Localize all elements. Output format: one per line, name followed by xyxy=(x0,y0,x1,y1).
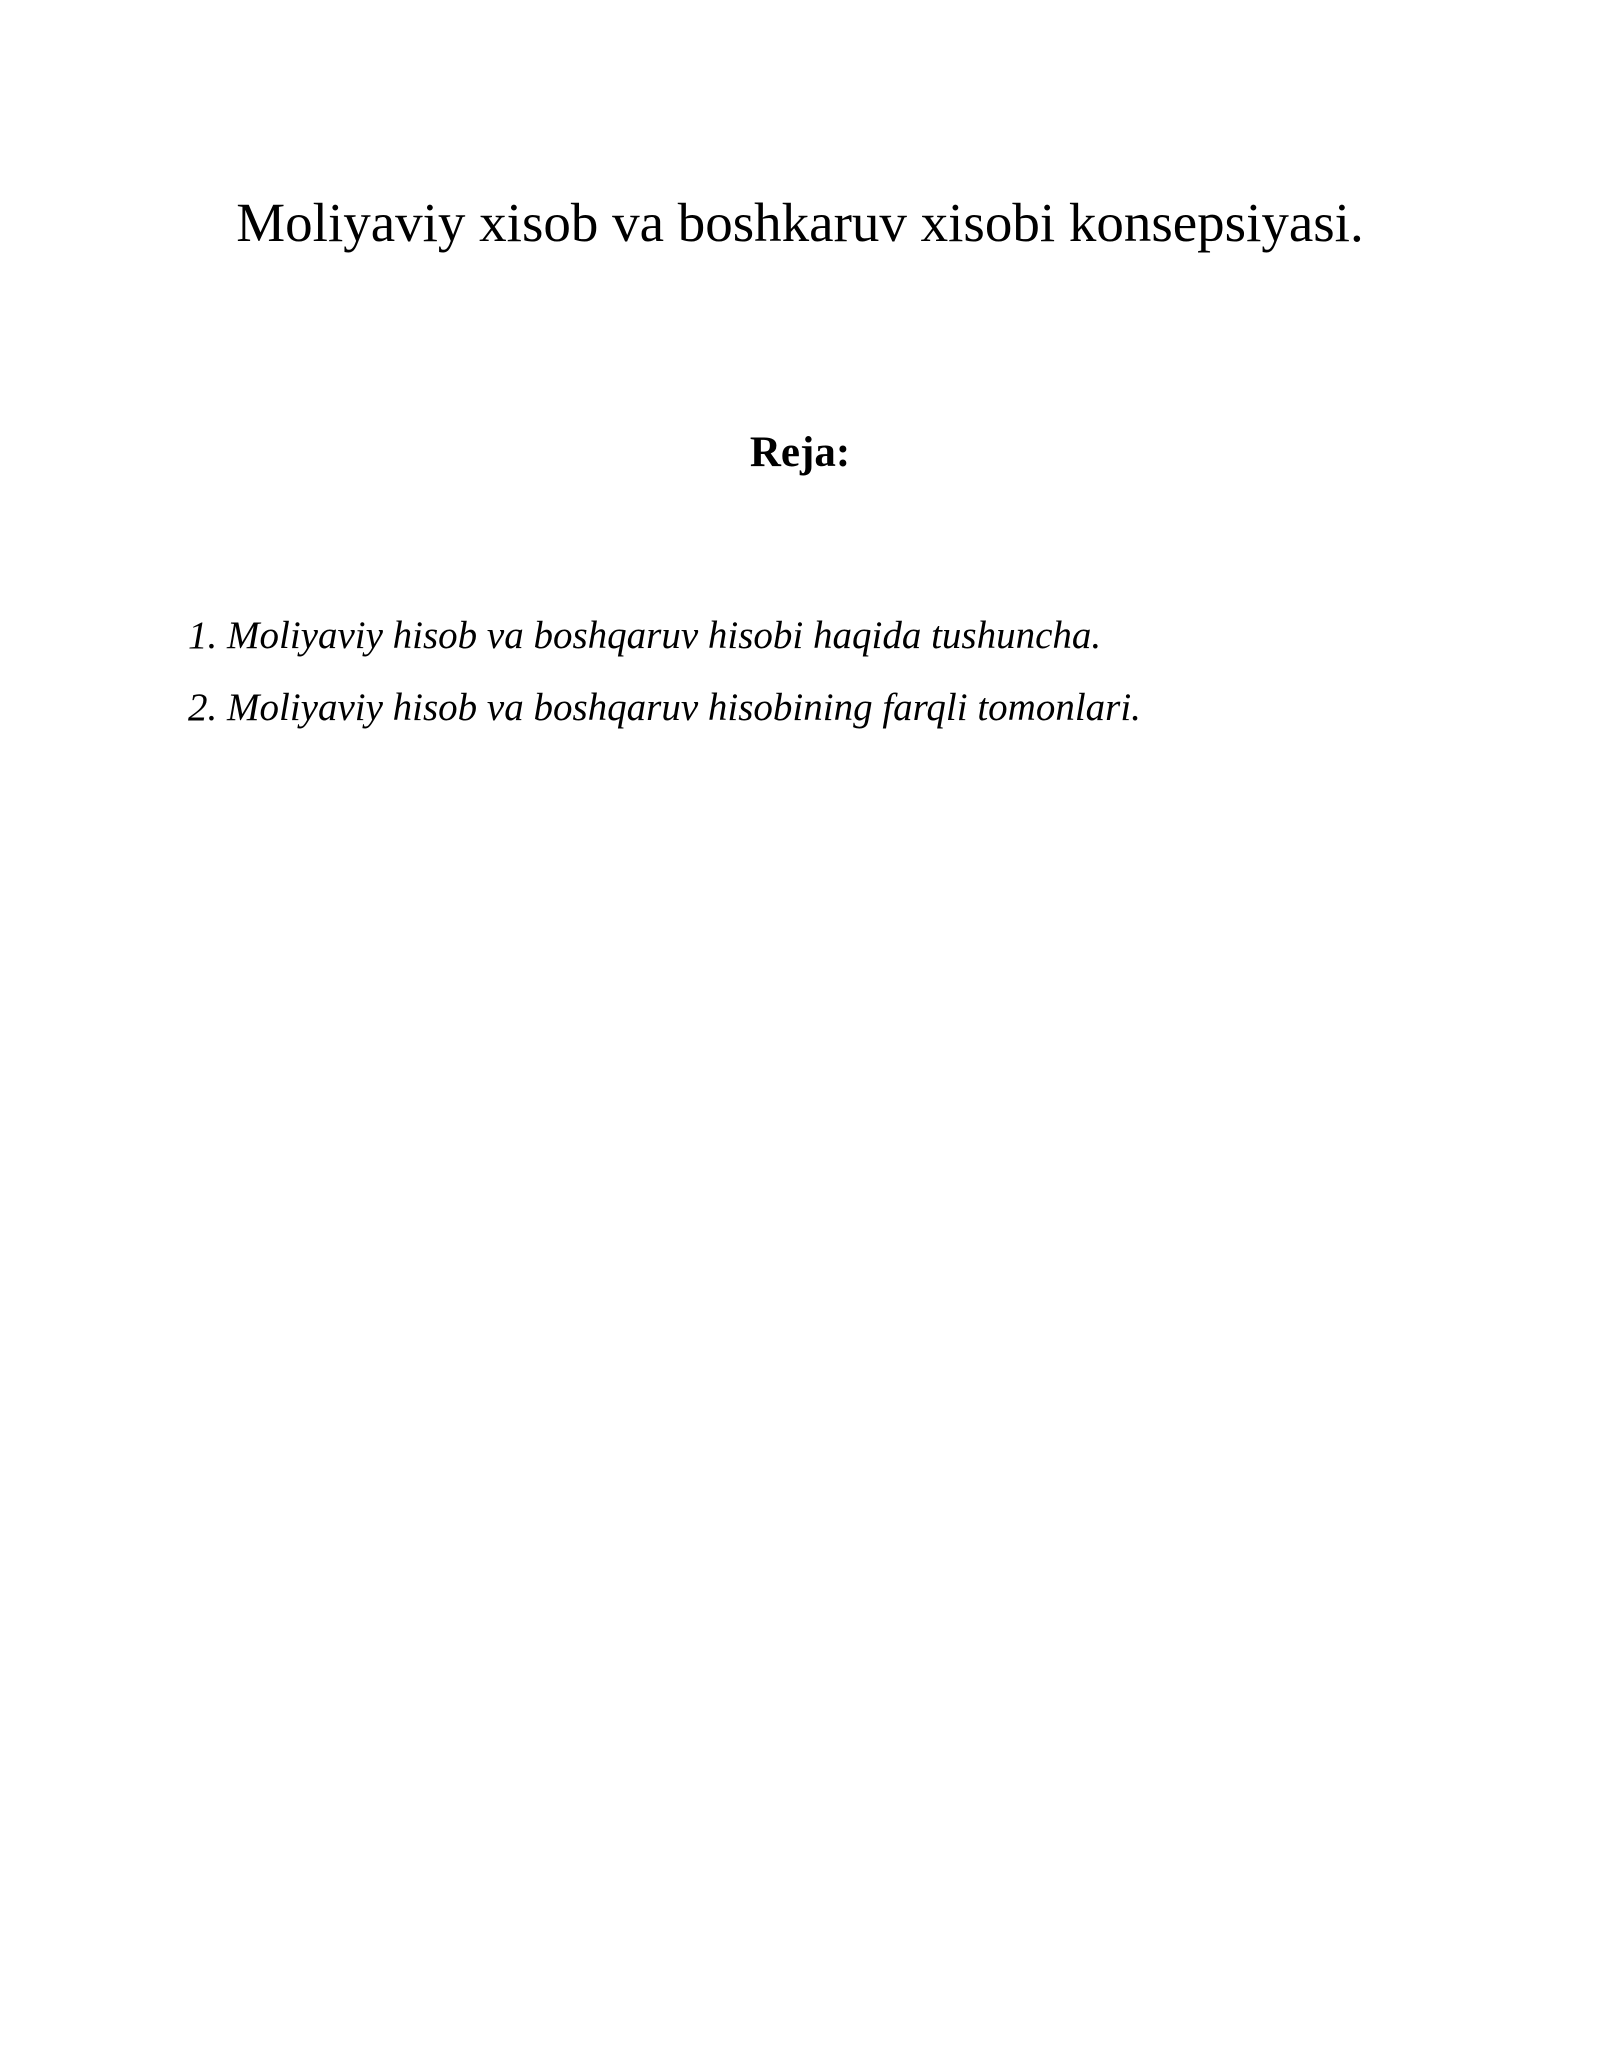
plan-item-1: 1. Moliyaviy hisob va boshqaruv hisobi haqida tushuncha. xyxy=(188,614,1102,657)
plan-item-2: 2. Moliyaviy hisob va boshqaruv hisobining farqli tomonlari. xyxy=(188,686,1141,729)
plan-list xyxy=(188,600,1141,744)
page-title: Moliyaviy xisob va boshkaruv xisobi konsepsiyasi. xyxy=(236,192,1364,253)
plan-heading: Reja: xyxy=(749,429,851,476)
